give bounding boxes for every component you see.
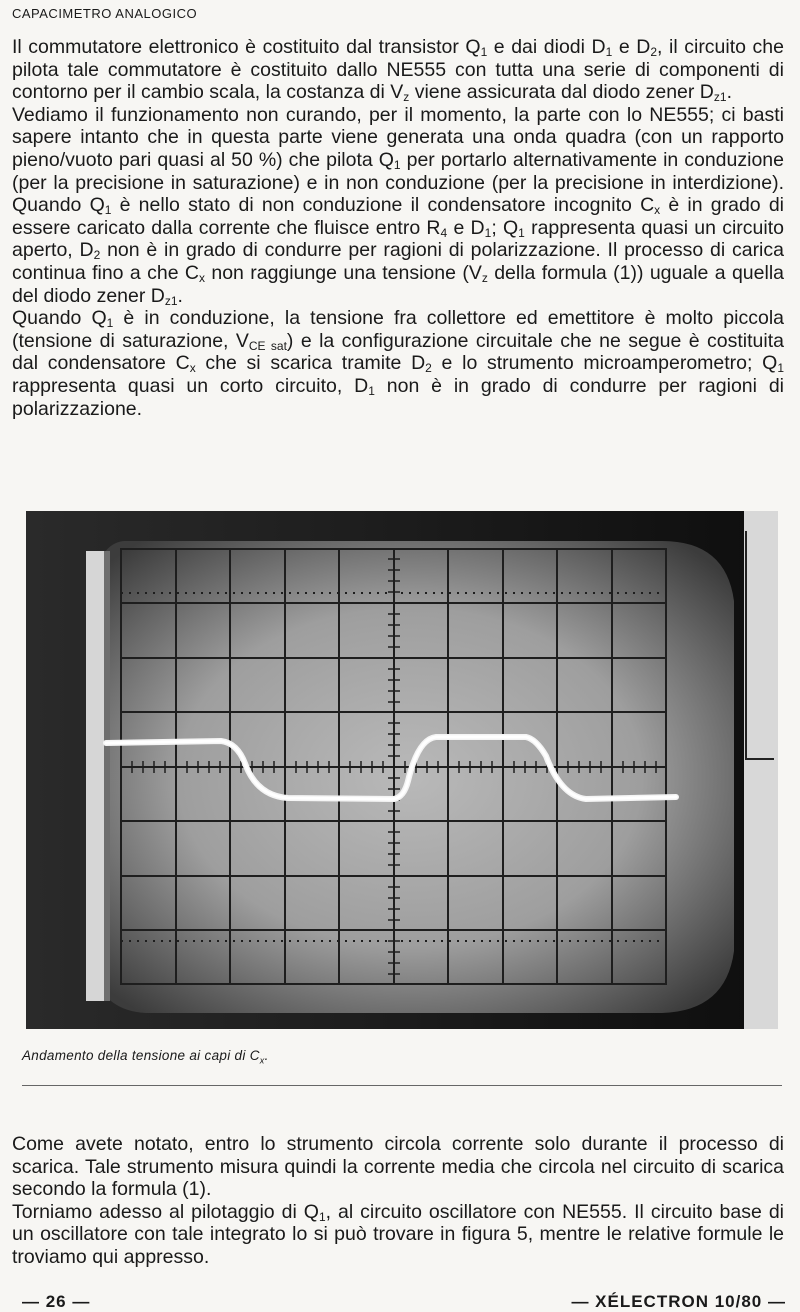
- subscript: 1: [318, 1209, 326, 1224]
- subscript: z: [403, 90, 410, 105]
- paragraph: Vediamo il funzionamento non curando, per il momento, la parte con lo NE555; ci basti sapere intanto che in questa parte viene generata una onda quadra (con un rapporto pieno/vuoto pari quasi al 50 %) che pilota $Q_1$ per portarlo alternativamente in conduzione (per la precisione in saturazione) e in non conduzione (per la precisione in interdizione). Quando $Q_1$ è nello stato di non conduzione il condensatore incognito $C_x$ è in grado di essere caricato dalla corrente che fluisce entro $R_4$ e $D_1$; $Q_1$ rappresenta quasi un circuito aperto, $D_2$ non è in grado di condurre per ragioni di polarizzazione. Il processo di carica continua fino a che $C_x$ non raggiunge una tensione ($V_z$ della formula (1)) uguale a quella del diodo zener $D_{z1}$.: [12, 103, 785, 308]
- subscript: 1: [518, 225, 525, 240]
- figure-caption: Andamento della tensione ai capi di $C_x$.: [22, 1048, 269, 1066]
- subscript: 1: [393, 157, 401, 172]
- subscript: 2: [425, 361, 432, 376]
- subscript: CE sat: [248, 338, 287, 353]
- subscript: z1: [164, 293, 178, 308]
- paragraph: Quando $Q_1$ è in conduzione, la tensione fra collettore ed emettitore è molto piccola (tensione di saturazione, $V_{CE sat}$) e la configurazione circuitale che ne segue è costituita dal condensatore $C_x$ che si scarica tramite $D_2$ e lo strumento microamperometro; $Q_1$ rappresenta quasi un corto circuito, $D_1$ non è in grado di condurre per ragioni di polarizzazione.: [12, 307, 784, 420]
- body-text-bottom: [12, 1133, 784, 1269]
- subscript: 1: [106, 316, 114, 331]
- subscript: 1: [480, 45, 488, 59]
- oscilloscope-photo: [26, 511, 778, 1029]
- subscript: x: [189, 361, 196, 376]
- subscript: 1: [484, 225, 492, 240]
- paragraph: Come avete notato, entro lo strumento circola corrente solo durante il processo di scarica. Tale strumento misura quindi la corrente media che circola nel circuito di scarica secondo la formula (1).: [12, 1133, 784, 1201]
- paragraph: Il commutatore elettronico è costituito dal transistor $Q_1$ e dai diodi $D_1$ e $D_2$, il circuito che pilota tale commutatore è costituito dallo NE555 con tutta una serie di componenti di contorno per il cambio scala, la costanza di $V_z$ viene assicurata dal diodo zener $D_{z1}$.: [12, 36, 784, 105]
- page-number: — 26 —: [22, 1292, 91, 1311]
- subscript: 2: [93, 248, 101, 263]
- subscript: 2: [650, 45, 658, 59]
- subscript: x: [654, 203, 661, 218]
- subscript: 4: [440, 225, 448, 240]
- paragraph: Torniamo adesso al pilotaggio di $Q_1$, al circuito oscillatore con NE555. Il circuito base di un oscillatore con tale integrato lo si può trovare in figura 5, mentre le relative formule le troviamo qui appresso.: [12, 1200, 784, 1268]
- subscript: 1: [605, 45, 613, 59]
- subscript: x: [198, 270, 205, 285]
- subscript: 1: [777, 361, 784, 376]
- subscript: z: [481, 270, 488, 285]
- subscript: 1: [104, 203, 112, 218]
- subscript: z1: [713, 90, 727, 105]
- magazine-issue: — XÉLECTRON 10/80 —: [571, 1292, 786, 1311]
- subscript: 1: [368, 383, 375, 398]
- body-text-top: [12, 36, 784, 420]
- divider: [22, 1085, 782, 1086]
- section-title: CAPACIMETRO ANALOGICO: [12, 6, 198, 21]
